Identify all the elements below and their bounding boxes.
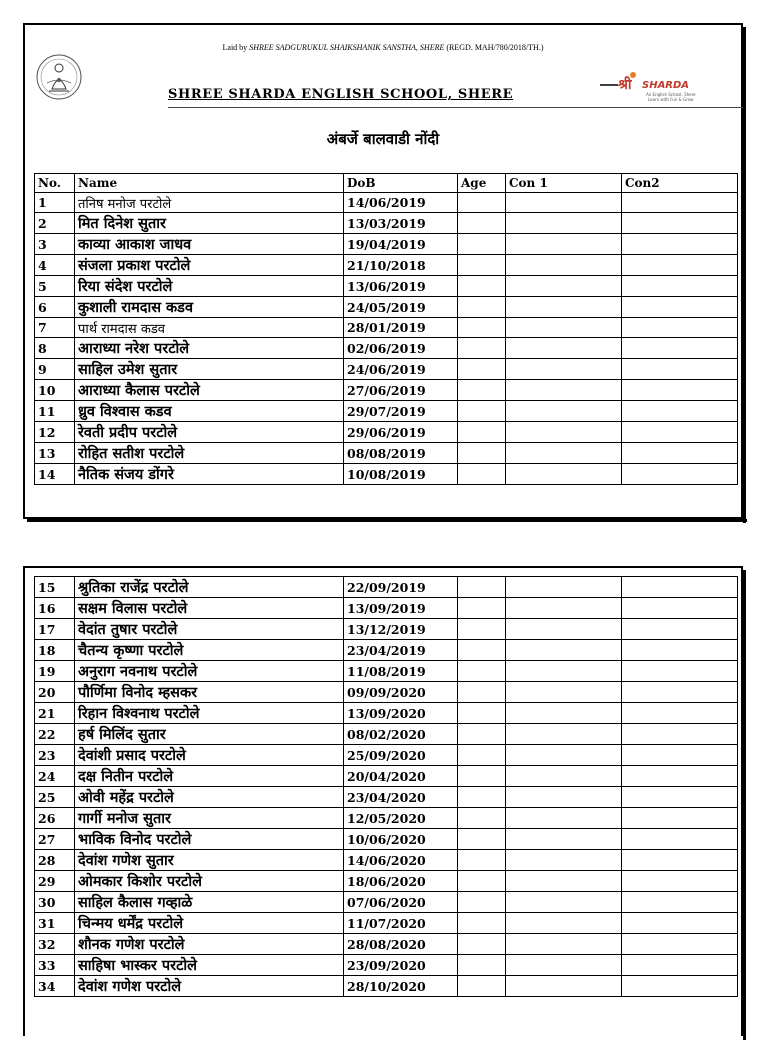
student-name: रेवती प्रदीप परटोले [75, 422, 344, 443]
row-number: 6 [35, 297, 75, 318]
con1-cell [506, 682, 622, 703]
col-header-dob: DoB [344, 174, 458, 193]
row-number: 15 [35, 577, 75, 598]
date-of-birth: 13/03/2019 [344, 213, 458, 234]
row-number: 14 [35, 464, 75, 485]
con2-cell [622, 193, 738, 213]
con1-cell [506, 401, 622, 422]
table-row [35, 577, 738, 598]
age-cell [458, 766, 506, 787]
age-cell [458, 808, 506, 829]
student-name: साहिल कैलास गव्हाळे [75, 892, 344, 913]
table-row [35, 598, 738, 619]
con1-cell [506, 892, 622, 913]
register-page-2 [23, 566, 743, 1036]
con2-cell [622, 976, 738, 997]
row-number: 12 [35, 422, 75, 443]
student-name: भाविक विनोद परटोले [75, 829, 344, 850]
con1-cell [506, 703, 622, 724]
con2-cell [622, 598, 738, 619]
student-name: रिया संदेश परटोले [75, 276, 344, 297]
con2-cell [622, 359, 738, 380]
age-cell [458, 598, 506, 619]
con2-cell [622, 577, 738, 598]
table-row [35, 380, 738, 401]
date-of-birth: 14/06/2020 [344, 850, 458, 871]
date-of-birth: 13/12/2019 [344, 619, 458, 640]
con1-cell [506, 871, 622, 892]
date-of-birth: 07/06/2020 [344, 892, 458, 913]
student-name: शौनक गणेश परटोले [75, 934, 344, 955]
age-cell [458, 297, 506, 318]
student-name: मित दिनेश सुतार [75, 213, 344, 234]
laid-by-prefix: Laid by [222, 43, 248, 52]
school-name: SHREE SHARDA ENGLISH SCHOOL, SHERE [168, 87, 514, 102]
con1-cell [506, 724, 622, 745]
date-of-birth: 02/06/2019 [344, 338, 458, 359]
laid-by-line [25, 43, 741, 52]
age-cell [458, 871, 506, 892]
date-of-birth: 13/09/2020 [344, 703, 458, 724]
table-row [35, 913, 738, 934]
table-row [35, 682, 738, 703]
table-row [35, 766, 738, 787]
student-name: गार्गी मनोज सुतार [75, 808, 344, 829]
row-number: 34 [35, 976, 75, 997]
student-name: ओमकार किशोर परटोले [75, 871, 344, 892]
con1-cell [506, 934, 622, 955]
con2-cell [622, 422, 738, 443]
student-name: आराध्या कैलास परटोले [75, 380, 344, 401]
date-of-birth: 11/08/2019 [344, 661, 458, 682]
con1-cell [506, 577, 622, 598]
table-row [35, 234, 738, 255]
col-header-name: Name [75, 174, 344, 193]
date-of-birth: 12/05/2020 [344, 808, 458, 829]
table-row [35, 955, 738, 976]
con2-cell [622, 745, 738, 766]
table-row [35, 724, 738, 745]
row-number: 27 [35, 829, 75, 850]
date-of-birth: 24/06/2019 [344, 359, 458, 380]
table-row [35, 808, 738, 829]
register-table-2 [34, 576, 738, 997]
row-number: 28 [35, 850, 75, 871]
age-cell [458, 234, 506, 255]
row-number: 18 [35, 640, 75, 661]
con1-cell [506, 359, 622, 380]
student-name: ओवी महेंद्र परटोले [75, 787, 344, 808]
con1-cell [506, 234, 622, 255]
age-cell [458, 193, 506, 213]
row-number: 17 [35, 619, 75, 640]
student-name: हर्ष मिलिंद सुतार [75, 724, 344, 745]
row-number: 32 [35, 934, 75, 955]
con2-cell [622, 892, 738, 913]
student-name: पौर्णिमा विनोद म्हसकर [75, 682, 344, 703]
age-cell [458, 318, 506, 338]
table-row [35, 401, 738, 422]
row-number: 22 [35, 724, 75, 745]
con1-cell [506, 808, 622, 829]
date-of-birth: 08/08/2019 [344, 443, 458, 464]
con2-cell [622, 234, 738, 255]
con1-cell [506, 913, 622, 934]
date-of-birth: 10/06/2020 [344, 829, 458, 850]
date-of-birth: 08/02/2020 [344, 724, 458, 745]
logo-text: SHARDA [642, 80, 690, 91]
table-row [35, 338, 738, 359]
row-number: 19 [35, 661, 75, 682]
con1-cell [506, 829, 622, 850]
con1-cell [506, 276, 622, 297]
age-cell [458, 422, 506, 443]
row-number: 1 [35, 193, 75, 213]
table-row [35, 661, 738, 682]
con2-cell [622, 380, 738, 401]
con2-cell [622, 850, 738, 871]
con1-cell [506, 955, 622, 976]
table-row [35, 276, 738, 297]
con2-cell [622, 766, 738, 787]
table-row [35, 892, 738, 913]
table-row [35, 745, 738, 766]
col-header-con1: Con 1 [506, 174, 622, 193]
con2-cell [622, 955, 738, 976]
student-name: चिन्मय धर्मेंद्र परटोले [75, 913, 344, 934]
con2-cell [622, 640, 738, 661]
col-header-no: No. [35, 174, 75, 193]
row-number: 33 [35, 955, 75, 976]
date-of-birth: 25/09/2020 [344, 745, 458, 766]
row-number: 13 [35, 443, 75, 464]
student-name: काव्या आकाश जाधव [75, 234, 344, 255]
age-cell [458, 401, 506, 422]
table-row [35, 297, 738, 318]
age-cell [458, 934, 506, 955]
con1-cell [506, 213, 622, 234]
age-cell [458, 255, 506, 276]
table-row [35, 318, 738, 338]
age-cell [458, 913, 506, 934]
table-row [35, 255, 738, 276]
con1-cell [506, 443, 622, 464]
age-cell [458, 640, 506, 661]
age-cell [458, 359, 506, 380]
table-row [35, 359, 738, 380]
con1-cell [506, 338, 622, 359]
age-cell [458, 976, 506, 997]
con1-cell [506, 619, 622, 640]
row-number: 21 [35, 703, 75, 724]
svg-text:श्री: श्री [618, 77, 632, 93]
row-number: 30 [35, 892, 75, 913]
row-number: 26 [35, 808, 75, 829]
row-number: 4 [35, 255, 75, 276]
age-cell [458, 464, 506, 485]
date-of-birth: 21/10/2018 [344, 255, 458, 276]
table-row [35, 976, 738, 997]
age-cell [458, 276, 506, 297]
con2-cell [622, 318, 738, 338]
laid-by-org: SHREE SADGURUKUL SHAIKSHANIK SANSTHA, SHERE [249, 43, 445, 52]
con1-cell [506, 766, 622, 787]
con1-cell [506, 787, 622, 808]
age-cell [458, 380, 506, 401]
age-cell [458, 443, 506, 464]
con1-cell [506, 850, 622, 871]
row-number: 24 [35, 766, 75, 787]
age-cell [458, 682, 506, 703]
con1-cell [506, 640, 622, 661]
row-number: 5 [35, 276, 75, 297]
date-of-birth: 28/10/2020 [344, 976, 458, 997]
table-row [35, 829, 738, 850]
con2-cell [622, 724, 738, 745]
row-number: 9 [35, 359, 75, 380]
student-name: सक्षम विलास परटोले [75, 598, 344, 619]
age-cell [458, 577, 506, 598]
student-name: श्रुतिका राजेंद्र परटोले [75, 577, 344, 598]
register-table-1 [34, 173, 738, 485]
date-of-birth: 14/06/2019 [344, 193, 458, 213]
table-row [35, 850, 738, 871]
row-number: 31 [35, 913, 75, 934]
student-name: साहिल उमेश सुतार [75, 359, 344, 380]
date-of-birth: 10/08/2019 [344, 464, 458, 485]
student-name: वेदांत तुषार परटोले [75, 619, 344, 640]
date-of-birth: 28/01/2019 [344, 318, 458, 338]
con1-cell [506, 255, 622, 276]
con1-cell [506, 976, 622, 997]
table-row [35, 703, 738, 724]
con2-cell [622, 213, 738, 234]
student-name: देवांश गणेश परटोले [75, 976, 344, 997]
con2-cell [622, 871, 738, 892]
student-name: कुशाली रामदास कडव [75, 297, 344, 318]
col-header-age: Age [458, 174, 506, 193]
student-name: देवांश गणेश सुतार [75, 850, 344, 871]
con2-cell [622, 401, 738, 422]
logo-sub2: Learn with Fun & Grow [648, 97, 694, 102]
con2-cell [622, 464, 738, 485]
con1-cell [506, 193, 622, 213]
sharda-logo-icon [600, 69, 700, 109]
age-cell [458, 745, 506, 766]
date-of-birth: 13/09/2019 [344, 598, 458, 619]
date-of-birth: 09/09/2020 [344, 682, 458, 703]
student-name: दक्ष नितीन परटोले [75, 766, 344, 787]
table-row [35, 871, 738, 892]
table-row [35, 422, 738, 443]
con1-cell [506, 661, 622, 682]
con2-cell [622, 829, 738, 850]
age-cell [458, 619, 506, 640]
con1-cell [506, 598, 622, 619]
table-header-row [35, 174, 738, 193]
date-of-birth: 29/06/2019 [344, 422, 458, 443]
row-number: 7 [35, 318, 75, 338]
row-number: 8 [35, 338, 75, 359]
row-number: 23 [35, 745, 75, 766]
age-cell [458, 955, 506, 976]
age-cell [458, 829, 506, 850]
table-row [35, 787, 738, 808]
age-cell [458, 892, 506, 913]
date-of-birth: 11/07/2020 [344, 913, 458, 934]
con1-cell [506, 464, 622, 485]
age-cell [458, 338, 506, 359]
con2-cell [622, 913, 738, 934]
con2-cell [622, 682, 738, 703]
row-number: 3 [35, 234, 75, 255]
con2-cell [622, 443, 738, 464]
row-number: 29 [35, 871, 75, 892]
con1-cell [506, 745, 622, 766]
con2-cell [622, 703, 738, 724]
date-of-birth: 19/04/2019 [344, 234, 458, 255]
con1-cell [506, 297, 622, 318]
student-name: ध्रुव विश्वास कडव [75, 401, 344, 422]
row-number: 11 [35, 401, 75, 422]
date-of-birth: 24/05/2019 [344, 297, 458, 318]
table-row [35, 464, 738, 485]
age-cell [458, 213, 506, 234]
table-row [35, 640, 738, 661]
con1-cell [506, 318, 622, 338]
date-of-birth: 23/04/2019 [344, 640, 458, 661]
row-number: 10 [35, 380, 75, 401]
con2-cell [622, 934, 738, 955]
date-of-birth: 23/09/2020 [344, 955, 458, 976]
con1-cell [506, 380, 622, 401]
date-of-birth: 18/06/2020 [344, 871, 458, 892]
student-name: नैतिक संजय डोंगरे [75, 464, 344, 485]
table-row [35, 213, 738, 234]
table-row [35, 619, 738, 640]
student-name: संजला प्रकाश परटोले [75, 255, 344, 276]
age-cell [458, 787, 506, 808]
con1-cell [506, 422, 622, 443]
page-title: अंबर्जे बालवाडी नोंदी [326, 130, 440, 148]
student-name: आराध्या नरेश परटोले [75, 338, 344, 359]
con2-cell [622, 276, 738, 297]
date-of-birth: 28/08/2020 [344, 934, 458, 955]
student-name: रोहित सतीश परटोले [75, 443, 344, 464]
row-number: 2 [35, 213, 75, 234]
date-of-birth: 23/04/2020 [344, 787, 458, 808]
goddess-emblem-icon [35, 53, 83, 101]
date-of-birth: 29/07/2019 [344, 401, 458, 422]
row-number: 20 [35, 682, 75, 703]
col-header-con2: Con2 [622, 174, 738, 193]
logo-sub1: An English School, Shere [646, 92, 696, 97]
age-cell [458, 661, 506, 682]
student-name: तनिष मनोज परटोले [75, 193, 344, 213]
row-number: 16 [35, 598, 75, 619]
con2-cell [622, 255, 738, 276]
con2-cell [622, 808, 738, 829]
age-cell [458, 724, 506, 745]
age-cell [458, 703, 506, 724]
con2-cell [622, 297, 738, 318]
student-name: रिहान विश्वनाथ परटोले [75, 703, 344, 724]
student-name: चैतन्य कृष्णा परटोले [75, 640, 344, 661]
student-name: देवांशी प्रसाद परटोले [75, 745, 344, 766]
register-page-1 [23, 23, 743, 519]
date-of-birth: 27/06/2019 [344, 380, 458, 401]
laid-by-reg: (REGD. MAH/780/2018/TH.) [446, 43, 544, 52]
date-of-birth: 22/09/2019 [344, 577, 458, 598]
age-cell [458, 850, 506, 871]
con2-cell [622, 661, 738, 682]
table-row [35, 934, 738, 955]
student-name: अनुराग नवनाथ परटोले [75, 661, 344, 682]
student-name: साहिषा भास्कर परटोले [75, 955, 344, 976]
date-of-birth: 20/04/2020 [344, 766, 458, 787]
con2-cell [622, 787, 738, 808]
table-row [35, 193, 738, 213]
table-row [35, 443, 738, 464]
date-of-birth: 13/06/2019 [344, 276, 458, 297]
student-name: पार्थ रामदास कडव [75, 318, 344, 338]
con2-cell [622, 619, 738, 640]
con2-cell [622, 338, 738, 359]
row-number: 25 [35, 787, 75, 808]
